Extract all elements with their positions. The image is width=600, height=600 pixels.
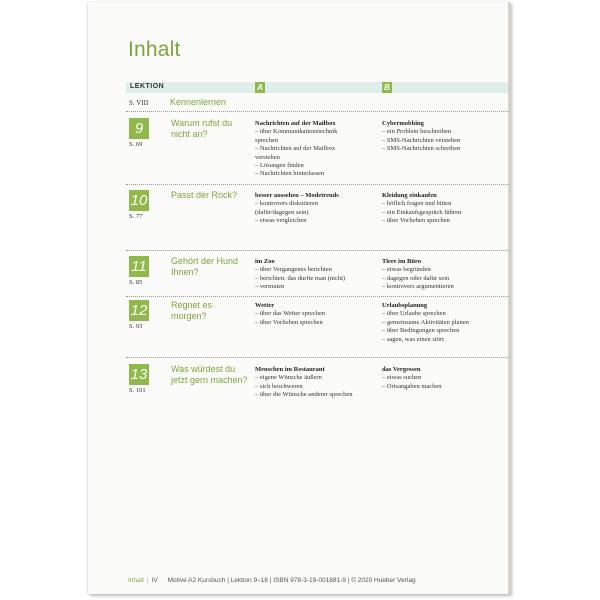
lesson-title: Warum rufst du nicht an? xyxy=(171,118,233,139)
lesson-column-a: Nachrichten auf der Mailbox – über Kommunikationstechnik sprechen – Nachrichten auf der Mailbox verstehen – Lösungen finden – Nachrichten hinterlassen xyxy=(255,120,338,178)
divider xyxy=(126,184,508,185)
divider xyxy=(126,296,508,297)
lesson-column-b: Kleidung einkaufen – höflich fragen und bitten – ein Einkaufsgespräch führen – über Vorlieben sprechen xyxy=(382,192,462,225)
intro-page-ref: S. VIII xyxy=(129,99,149,107)
footer-section: Inhalt xyxy=(128,577,144,584)
lesson-number: 12 xyxy=(130,302,148,319)
lesson-column-b: Tiere im Büro – etwas begründen – dagegen oder dafür sein – kontrovers argumentieren xyxy=(382,258,454,291)
lesson-page-ref: S. 69 xyxy=(129,141,143,148)
lesson-column-a: im Zoo – über Vergangenes berichten – berichten: das durfte man (nicht) – vermuten xyxy=(255,258,346,291)
divider xyxy=(126,250,508,251)
lesson-page-ref: S. 85 xyxy=(129,279,143,286)
page-footer: Inhalt | IV Motive A2 Kursbuch | Lektion 9–18 | ISBN 978-3-19-001881-9 | © 2020 Hueber Verlag xyxy=(128,577,416,584)
footer-imprint: Motive A2 Kursbuch | Lektion 9–18 | ISBN 978-3-19-001881-9 | © 2020 Hueber Verlag xyxy=(167,577,416,584)
lesson-column-a: Wetter – über das Wetter sprechen – über Vorlieben sprechen xyxy=(255,302,326,326)
lesson-number: 13 xyxy=(130,366,148,383)
divider xyxy=(126,357,508,358)
footer-page-number: IV xyxy=(151,577,158,584)
page-title: Inhalt xyxy=(128,38,181,61)
lesson-page-ref: S. 101 xyxy=(129,387,146,394)
lesson-number: 11 xyxy=(129,256,149,277)
lesson-number: 9 xyxy=(129,118,149,139)
lesson-title: Was würdest du jetzt gern machen? xyxy=(171,364,248,385)
column-a-label: A xyxy=(255,82,265,93)
lesson-title: Passt der Rock? xyxy=(171,190,238,200)
lesson-column-a: besser aussehen – Modetrends – kontrovers diskutieren (dafür/dagegen sein) – etwas vergleichen xyxy=(255,192,339,225)
lesson-title: Regnet es morgen? xyxy=(171,300,213,321)
lesson-column-a: Menschen im Restaurant – eigene Wünsche äußern – sich beschweren – über die Wünsche anderer sprechen xyxy=(255,366,353,399)
document-page xyxy=(88,2,510,594)
column-b-label: B xyxy=(382,82,392,93)
lesson-column-b: das Vergessen – etwas suchen – Ortsangaben machen xyxy=(382,366,442,390)
lesson-column-b: Urlaubsplanung – über Urlaube sprechen – gemeinsame Aktivitäten planen – über Bedingungen sprechen – sagen, was einen stört xyxy=(382,302,469,343)
lesson-page-ref: S. 93 xyxy=(129,323,143,330)
lesson-title: Gehört der Hund Ihnen? xyxy=(171,256,239,277)
divider xyxy=(126,111,508,112)
lesson-number: 10 xyxy=(130,192,148,209)
header-lektion: LEKTION xyxy=(130,83,165,90)
intro-title: Kennenlernen xyxy=(170,97,227,107)
lesson-page-ref: S. 77 xyxy=(129,213,143,220)
lesson-column-b: Cybermobbing – ein Problem beschreiben – SMS-Nachrichten verstehen – SMS-Nachrichten schreiben xyxy=(382,120,461,153)
table-header-bar xyxy=(126,82,508,93)
